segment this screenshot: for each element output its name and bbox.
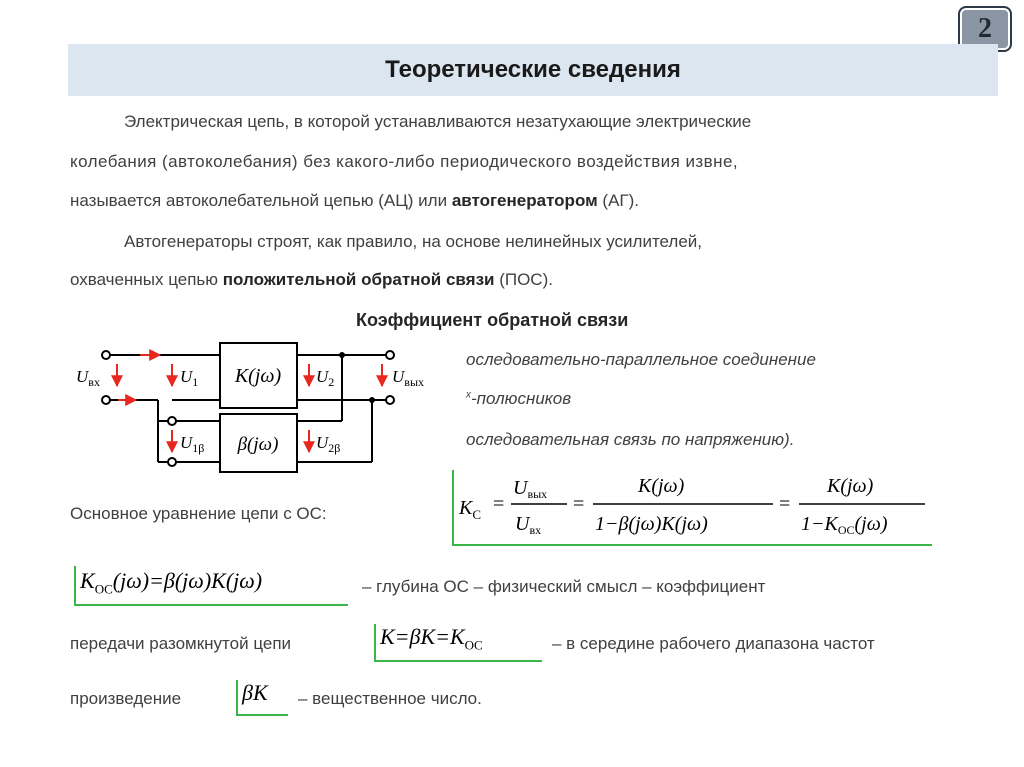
product-text: произведение xyxy=(70,689,182,708)
equation-label: Основное уравнение цепи с ОС: xyxy=(70,504,327,523)
equals-1: = xyxy=(493,493,505,515)
amplifier-label: K(jω) xyxy=(234,365,282,387)
u2b-label: $U_{2\beta}$ xyxy=(316,433,341,455)
fb-terminal-bottom xyxy=(168,458,176,466)
desc-line-2-sup: х xyxy=(466,389,471,401)
output-terminal-bottom xyxy=(386,396,394,404)
frac1-numerator: $U_{вых}$ xyxy=(513,477,548,501)
equals-2: = xyxy=(573,493,585,515)
fb-terminal-top xyxy=(168,417,176,425)
desc-line-3: оследовательная связь по напряжению). xyxy=(466,430,795,449)
loop-gain-text: – глубина ОС – физический смысл – коэффициент xyxy=(362,577,766,596)
desc-line-2 xyxy=(466,389,571,409)
title-bar xyxy=(68,44,998,96)
intro-line-3-end: (АГ). xyxy=(597,191,640,210)
input-terminal-top xyxy=(102,351,110,359)
intro-line-5-text: охваченных цепью xyxy=(70,270,223,289)
loop-gain-k: K xyxy=(80,568,95,593)
main-equation xyxy=(455,468,930,542)
page-number: 2 xyxy=(978,13,992,44)
open-loop-formula-main: K=βK=K xyxy=(380,624,465,649)
kc-symbol: $K_C$ xyxy=(459,497,482,522)
u1-label: $U_1$ xyxy=(180,367,199,389)
u-in-label: $U_{вх}$ xyxy=(76,367,100,389)
feedback-label: β(jω) xyxy=(237,434,279,455)
desc-line-2-text: -полюсников xyxy=(471,389,572,408)
intro-line-3 xyxy=(70,191,639,211)
open-loop-formula-sub: OC xyxy=(464,637,483,653)
loop-gain-sub: OC xyxy=(94,581,113,597)
intro-line-5-end: (ПОС). xyxy=(494,270,553,289)
input-terminal-bottom xyxy=(102,396,110,404)
product-real-text: – вещественное число. xyxy=(298,689,482,708)
intro-line-2: колебания (автоколебания) без какого-либо периодического воздействия извне, xyxy=(70,152,739,171)
equals-3: = xyxy=(779,493,791,515)
frac2-numerator: K(jω) xyxy=(638,475,685,497)
junction-top xyxy=(339,352,345,358)
loop-gain-rest: (jω)=β(jω)K(jω) xyxy=(112,568,263,593)
page-title: Теоретические сведения xyxy=(385,56,681,83)
output-terminal-top xyxy=(386,351,394,359)
open-loop-text: передачи разомкнутой цепи xyxy=(70,634,292,653)
u1b-label: $U_{1\beta}$ xyxy=(180,433,205,455)
frac2-denominator: 1−β(jω)K(jω) xyxy=(595,513,708,535)
desc-line-1: оследовательно-параллельное соединение xyxy=(466,350,816,369)
open-loop-range-text: – в середине рабочего диапазона частот xyxy=(552,634,875,653)
product-formula: βK xyxy=(242,680,268,705)
u2-label: $U_2$ xyxy=(316,367,335,389)
intro-line-3-text: называется автоколебательной цепью (АЦ) или xyxy=(70,191,452,210)
u-out-label: $U_{вых}$ xyxy=(392,367,425,389)
frac1-denominator: $U_{вх}$ xyxy=(515,513,542,537)
loop-gain-formula xyxy=(80,568,262,597)
autogenerator-term: автогенератором xyxy=(451,191,598,210)
intro-line-1: Электрическая цепь, в которой устанавливаются незатухающие электрические xyxy=(124,112,752,131)
frac3-denominator: $1-K_{OC}(j\omega)$ xyxy=(801,513,888,537)
feedback-circuit-diagram xyxy=(60,340,460,480)
intro-line-4: Автогенераторы строят, как правило, на основе нелинейных усилителей, xyxy=(124,232,703,251)
positive-feedback-term: положительной обратной связи xyxy=(222,270,495,289)
open-loop-formula xyxy=(380,624,483,653)
junction-bottom xyxy=(369,397,375,403)
section-title: Коэффициент обратной связи xyxy=(356,310,629,330)
frac3-numerator: K(jω) xyxy=(827,475,874,497)
intro-line-5 xyxy=(70,270,553,290)
